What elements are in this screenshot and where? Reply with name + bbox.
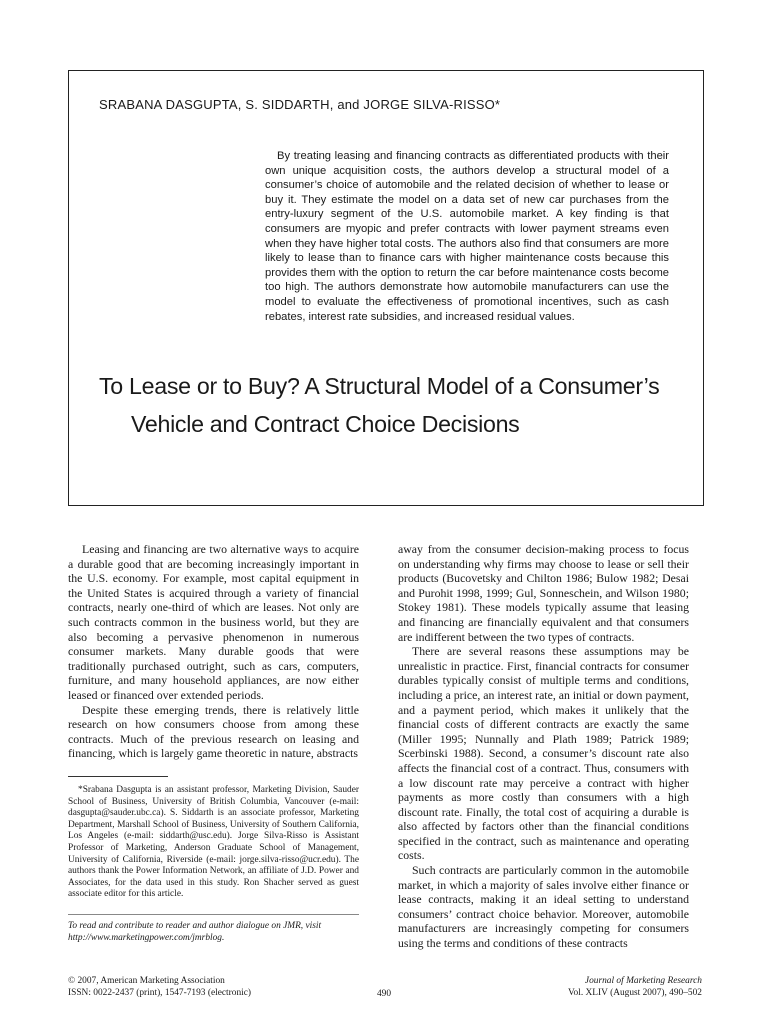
author-list: SRABANA DASGUPTA, S. SIDDARTH, and JORGE SILVA-RISSO*	[99, 97, 501, 112]
copyright-line: © 2007, American Marketing Association	[68, 976, 225, 986]
footer-left	[68, 976, 251, 999]
body-paragraph: Leasing and financing are two alternative ways to acquire a durable good that are becoming increasingly important in the U.S. economy. For example, most capital equipment in the United States is acquired through a variety of financial contracts, nearly one-third of which are leases. Not only are such contracts common in the business world, but they are also becoming a pervasive phenomenon in numerous consumer markets. Many durable goods that were traditionally purchased outright, such as cars, computers, furniture, and many household appliances, are now either leased or financed over extended periods.	[68, 542, 359, 702]
article-title: To Lease or to Buy? A Structural Model of a Consumer’s Vehicle and Contract Choice Decisions	[99, 373, 660, 437]
body-paragraph: Such contracts are particularly common in the automobile market, in which a majority of sales involve either finance or lease contracts, making it an ideal setting to understand consumers’ contract choice behavior. Moreover, automobile manufacturers are increasingly competing for consumers using the terms and conditions of these contracts	[398, 863, 689, 951]
body-paragraph: There are several reasons these assumptions may be unrealistic in practice. First, financial contracts for consumer durables typically consist of multiple terms and conditions, including a price, an interest rate, an initial or down payment, and a payment period, which makes it unlikely that the financial costs of different contracts are exactly the same (Miller 1995; Nunnally and Plath 1989; Patrick 1989; Scerbinski 1988). Second, a consumer’s discount rate also affects the financial cost of a contract. Thus, consumers with a low discount rate may perceive a contract with higher payments as more costly than consumers with a high discount rate. Finally, the total cost of acquiring a durable is also affected by factors other than the financial conditions specified in the contract, such as maintenance and operating costs.	[398, 644, 689, 863]
body-column-left	[68, 542, 359, 761]
body-paragraph: Despite these emerging trends, there is relatively little research on how consumers choose from among these contracts. Much of the previous research on leasing and financing, which is largely game theoretic in nature, abstracts	[68, 702, 359, 761]
footnote-divider	[68, 776, 168, 777]
abstract: By treating leasing and financing contracts as differentiated products with their own unique acquisition costs, the authors develop a structural model of a consumer’s choice of automobile and the related decision of whether to lease or buy it. They estimate the model on a data set of new car purchases from the entry-luxury segment of the U.S. automobile market. A key finding is that consumers are myopic and prefer contracts with lower payment streams even when they have higher total costs. The authors also find that consumers are more likely to lease than to finance cars with higher maintenance costs because this provides them with the option to return the car before maintenance costs become too high. The authors demonstrate how automobile manufacturers can use the model to evaluate the effectiveness of promotional incentives, such as cash rebates, interest rate subsidies, and increased residual values.	[265, 150, 670, 323]
journal-name: Journal of Marketing Research	[584, 976, 702, 986]
author-footnote: *Srabana Dasgupta is an assistant professor, Marketing Division, Sauder School of Business, University of British Columbia, Vancouver (e-mail: dasgupta@sauder.ubc.ca). S. Siddarth is an associate professor, Marketing Department, Marshall School of Business, University of Southern California, Los Angeles (e-mail: siddarth@usc.edu). Jorge Silva-Risso is Assistant Professor of Marketing, Anderson Graduate School of Management, University of California, Riverside (e-mail: jorge.silva-risso@ucr.edu). The authors thank the Power Information Network, an affiliate of J.D. Power and Associates, for the data used in this study. Ron Shacher served as guest associate editor for this article.	[68, 785, 359, 900]
title-box	[68, 70, 704, 506]
page-number: 490	[376, 989, 392, 999]
dialogue-divider	[68, 914, 359, 915]
body-paragraph: away from the consumer decision-making process to focus on understanding why firms may choose to lease or sell their products (Bucovetsky and Chilton 1986; Bulow 1982; Desai and Purohit 1998, 1999; Gul, Sonneschein, and Wilson 1980; Stokey 1981). These models typically assume that leasing and financing are financially equivalent and that consumers are indifferent between the two types of contracts.	[398, 542, 689, 644]
volume-line: Vol. XLIV (August 2007), 490–502	[567, 987, 702, 998]
footer-right	[540, 976, 702, 999]
dialogue-note: To read and contribute to reader and author dialogue on JMR, visit http://www.marketingpower.com/jmrblog.	[68, 921, 322, 943]
issn-line: ISSN: 0022-2437 (print), 1547-7193 (electronic)	[68, 987, 252, 998]
body-column-right	[398, 542, 689, 951]
